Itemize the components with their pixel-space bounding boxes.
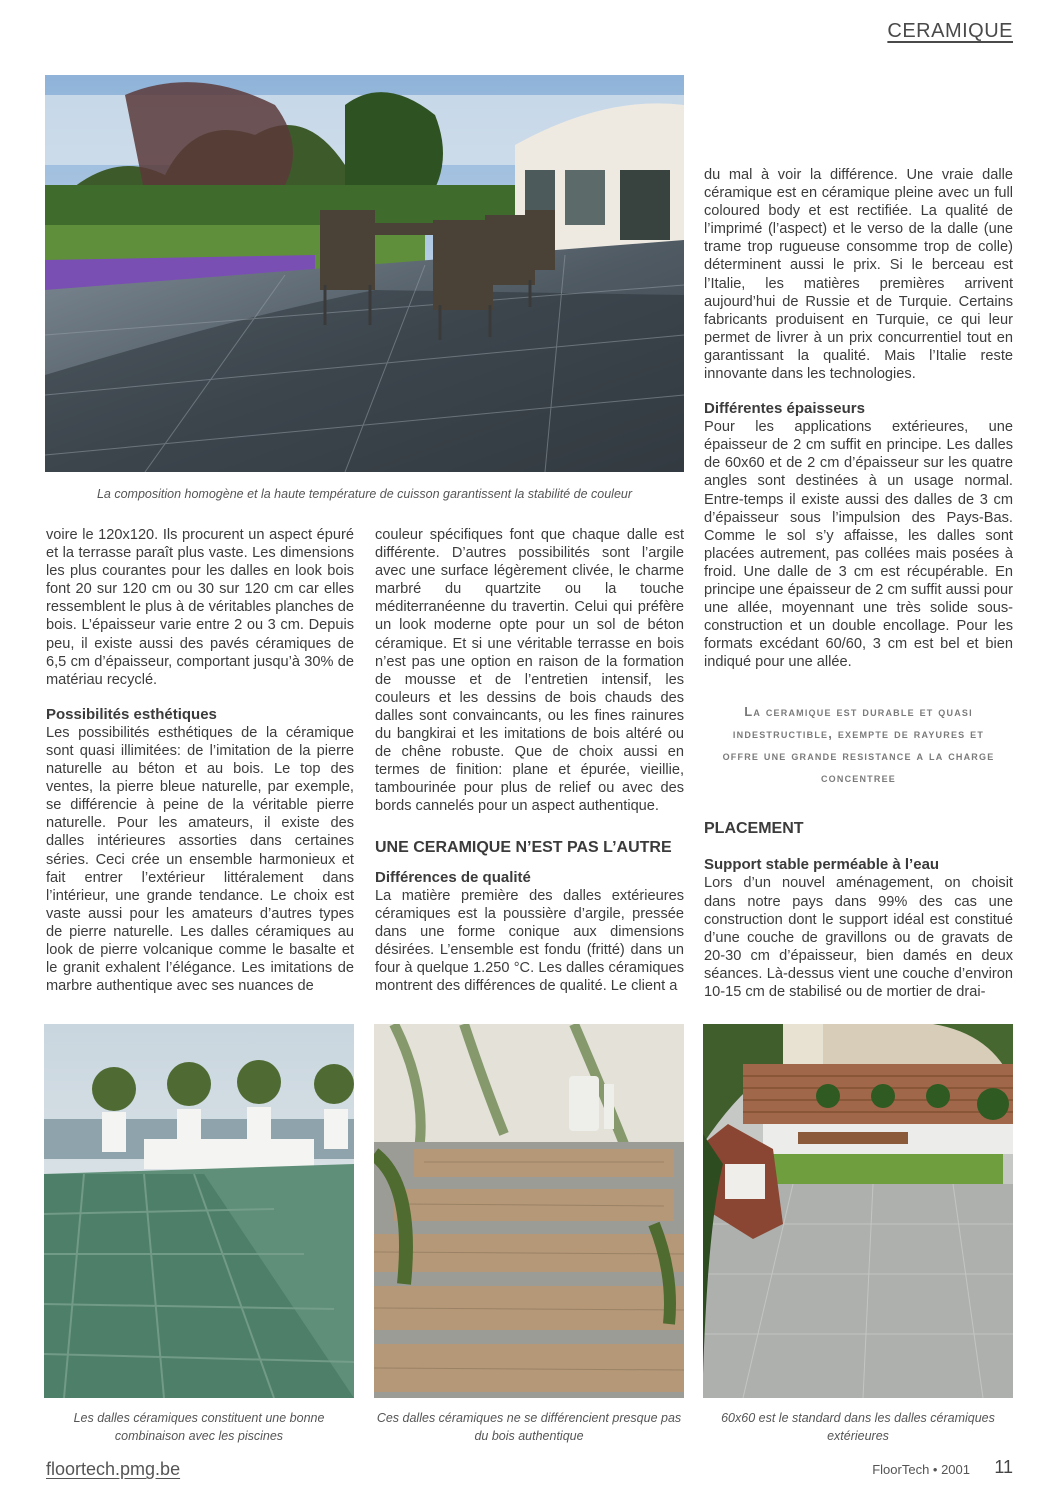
subheading: Support stable perméable à l’eau <box>704 856 940 874</box>
section-title: CERAMIQUE <box>887 20 1013 42</box>
website-link[interactable]: floortech.pmg.be <box>46 1459 181 1479</box>
garden-photo <box>703 1024 1013 1398</box>
right-column <box>704 166 1013 1001</box>
subheading: Différences de qualité <box>375 868 531 886</box>
wood-look-photo-caption: Ces dalles céramiques ne se différencient presque pas du bois authentique <box>376 1411 682 1443</box>
section-heading: UNE CERAMIQUE N’EST PAS L’AUTRE <box>375 838 672 856</box>
subheading: Possibilités esthétiques <box>46 705 217 723</box>
garden-photo-caption: 60x60 est le standard dans les dalles céramiques extérieures <box>721 1411 995 1443</box>
section-heading: PLACEMENT <box>704 820 804 838</box>
paragraph: couleur spécifiques font que chaque dalle est différente. D’autres possibilités sont l’argile avec une surface légèrement clivée, le charme marbré du quartzite ou la touche méditerranéenne du travertin. Celui qui préfère un look moderne opte pour un sol de béton céramique. Et si une véritable terrasse en bois n’est pas une option en raison de la formation de mousse et de l’entretien intensif, les couleurs et les dessins de bois chauds des dalles sont convaincants, ou les fines rainures du bangkirai et les imitations de bois altéré ou de chêne robuste. Que de choix aussi en termes de finition: plane et épurée, vieillie, tambourinée pour plus de relief ou avec des bords cannelés pour un aspect authentique. <box>375 527 684 815</box>
subheading: Différentes épaisseurs <box>704 400 865 418</box>
top-photo-caption: La composition homogène et la haute température de cuisson garantissent la stabilité de couleur <box>96 487 633 501</box>
paragraph: Lors d’un nouvel aménagement, on choisit dans notre pays dans 99% des cas une construction dont le support idéal est constitué d’une couche de gravillons ou de gravats de 20-30 cm d’épaisseur, bien damés en deux séances. Là-dessus vient une couche d’environ 10-15 cm de stabilisé ou de mortier de drai- <box>704 875 1013 1000</box>
pull-quote: La ceramique est durable et quasi indestructible, exempte de rayures et offre une grande resistance a la charge concentree <box>722 704 995 786</box>
pool-photo <box>44 1024 354 1398</box>
middle-column <box>375 526 684 995</box>
left-column <box>46 526 354 995</box>
paragraph: du mal à voir la différence. Une vraie dalle céramique est en céramique pleine avec un full coloured body et est rectifiée. La qualité de l’imprimé (l’aspect) et le verso de la dalle (une trame trop rugueuse consomme trop de colle) déterminent aussi le prix. Si le berceau est l’Italie, les matières premières arrivent aujourd’hui de Russie et de Turquie. Certains fabricants produisent en Turquie, ce qui leur permet de livrer à un prix concurrentiel tout en garantissant la qualité. Mais l’Italie reste innovante dans les technologies. <box>704 167 1013 383</box>
paragraph: Pour les applications extérieures, une épaisseur de 2 cm suffit en principe. Les dalles de 60x60 et de 2 cm d’épaisseur sur les quatre angles sont destinées à un usage normal. Entre-temps il existe aussi des dalles de 3 cm d’épaisseur sous l’impulsion des Pays-Bas. Comme le sol s’y affaisse, les dalles sont placées autrement, pas collées mais posées à froid. Une dalle de 3 cm est récupérable. En principe une épaisseur de 2 cm suffit aussi pour une allée, moyennant une très solide sous-construction et un double encollage. Pour les formats excédant 60/60, 3 cm est bel et bien indiqué pour une allée. <box>704 419 1013 671</box>
paragraph: Les possibilités esthétiques de la céramique sont quasi illimitées: de l’imitation de la pierre naturelle au béton et au bois. Le top des ventes, la pierre bleue naturelle, par exemple, se différencie à peine de la véritable pierre naturelle. Pour les amateurs, il existe des dalles intérieures assorties dans certaines séries. Ceci crée un ensemble harmonieux et fait entrer l’extérieur littéralement dans l’intérieur, une grande tendance. Le choix est vaste aussi pour les amateurs d’autres types de pierre naturelle. Les dalles céramiques au look de pierre volcanique comme le basalte et le granit exhalent l’élégance. Les imitations de marbre authentique avec ses nuances de <box>46 724 354 995</box>
terrace-photo <box>45 75 684 472</box>
magazine-issue: FloorTech • 2001 <box>872 1462 970 1477</box>
paragraph: La matière première des dalles extérieures céramiques est la poussière d’argile, pressée dans une forme conique aux dimensions désirées. L’ensemble est fondu (fritté) dans un four à quelque 1.250 °C. Les dalles céramiques montrent des différences de qualité. Le client a <box>375 887 684 994</box>
pool-photo-caption: Les dalles céramiques constituent une bonne combinaison avec les piscines <box>73 1411 325 1443</box>
page-number: 11 <box>994 1457 1013 1477</box>
wood-look-photo <box>374 1024 684 1398</box>
paragraph: voire le 120x120. Ils procurent un aspect épuré et la terrasse paraît plus vaste. Les dimensions les plus courantes pour les dalles en look bois font 20 sur 120 cm ou 30 sur 120 cm car elles ressemblent le plus à de véritables planches de bois. L’épaisseur varie entre 2 ou 3 cm. Depuis peu, il existe aussi des pavés céramiques de 6,5 cm d’épaisseur, comportant jusqu’à 30% de matériau recyclé. <box>46 527 354 688</box>
